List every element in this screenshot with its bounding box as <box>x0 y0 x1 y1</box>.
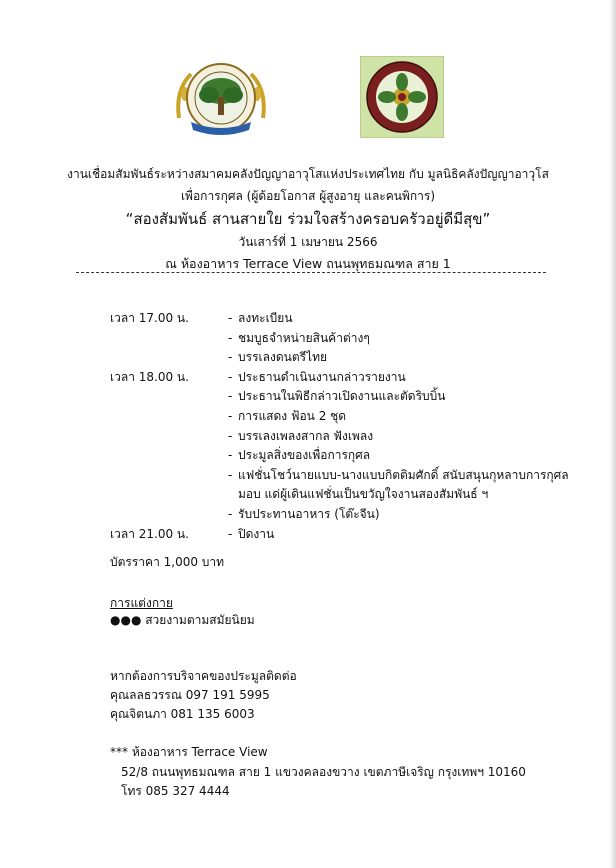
header-line-1: งานเชื่อมสัมพันธ์ระหว่างสมาคมคลังปัญญาอาวุโสแห่งประเทศไทย กับ มูลนิธิคลังปัญญาอาวุโส <box>67 167 549 181</box>
bodhi-tree-association-seal-icon <box>171 60 271 142</box>
schedule-time: เวลา 18.00 น. <box>110 369 189 384</box>
event-schedule <box>110 309 580 544</box>
schedule-time: เวลา 17.00 น. <box>110 311 189 325</box>
schedule-item: - การแสดง ฟ้อน 2 ชุด <box>228 408 347 423</box>
dashed-divider <box>76 272 546 273</box>
ticket-price: บัตรราคา 1,000 บาท <box>110 555 225 569</box>
schedule-item: - ลงทะเบียน <box>228 311 293 325</box>
schedule-item: - ชมบูธจำหน่ายสินค้าต่างๆ <box>228 330 370 345</box>
schedule-item: - ประมูลสิ่งของเพื่อการกุศล <box>228 448 371 463</box>
event-header <box>0 163 616 275</box>
schedule-item: - แฟชั่นโชว์นายแบบ-นางแบบกิตติมศักดิ์ สนับสนุนกุหลาบการกุศลมอบ แด่ผู้เดินแฟชั่นเป็นขวัญใจงานสองสัมพันธ์ ฯ <box>228 467 569 502</box>
contact-person: คุณจิตนภา 081 135 6003 <box>110 707 255 721</box>
event-date: วันเสาร์ที่ 1 เมษายน 2566 <box>238 235 378 249</box>
schedule-item: - ประธานในพิธีกล่าวเปิดงานและตัดริบบิ้น <box>228 389 446 404</box>
schedule-item: - รับประทานอาหาร (โต๊ะจีน) <box>228 506 380 521</box>
schedule-item: - ประธานดำเนินงานกล่าวรายงาน <box>228 369 406 384</box>
venue-info <box>110 743 526 802</box>
dress-code-text: ●●● สวยงามตามสมัยนิยม <box>110 613 255 627</box>
foundation-emblem-frame <box>360 56 444 138</box>
schedule-block <box>110 525 580 545</box>
event-venue: ณ ห้องอาหาร Terrace View ถนนพุทธมณฑล สาย 1 <box>165 256 451 271</box>
schedule-item: - บรรเลงเพลงสากล ฟังเพลง <box>228 428 374 443</box>
schedule-item: - ปิดงาน <box>228 526 275 541</box>
schedule-time: เวลา 21.00 น. <box>110 526 189 541</box>
contact-section <box>110 667 297 724</box>
venue-title: *** ห้องอาหาร Terrace View <box>110 745 268 759</box>
contact-intro: หากต้องการบริจาคของประมูลติดต่อ <box>110 669 297 683</box>
schedule-block <box>110 309 580 368</box>
schedule-item: - บรรเลงดนตรีไทย <box>228 350 328 365</box>
contact-person: คุณลลธวรรณ 097 191 5995 <box>110 688 270 702</box>
event-slogan: “สองสัมพันธ์ สานสายใย ร่วมใจสร้างครอบครัวอยู่ดีมีสุข” <box>125 210 491 228</box>
foundation-flower-emblem-icon <box>361 57 443 137</box>
schedule-block <box>110 368 580 525</box>
dress-code-title: การแต่งกาย <box>110 596 173 610</box>
header-line-2: เพื่อการกุศล (ผู้ด้อยโอกาส ผู้สูงอายุ และคนพิการ) <box>180 189 436 203</box>
venue-phone: โทร 085 327 4444 <box>121 784 230 798</box>
page-edge-shadow <box>610 0 616 868</box>
venue-address: 52/8 ถนนพุทธมณฑล สาย 1 แขวงคลองขวาง เขตภาษีเจริญ กรุงเทพฯ 10160 <box>121 764 526 779</box>
